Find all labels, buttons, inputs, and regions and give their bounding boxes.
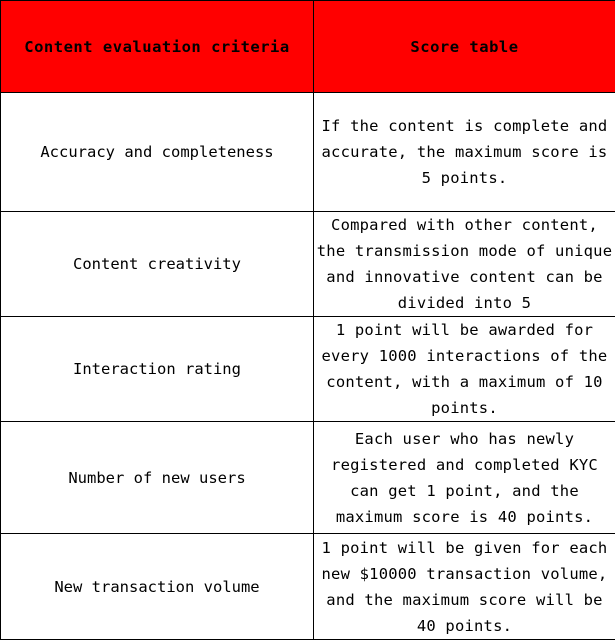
criterion-cell: Content creativity [1,212,314,317]
table-row [1,317,615,422]
score-cell: 1 point will be given for each new $10000 transaction volume, and the maximum score will be 40 points. [314,534,615,640]
header-row [1,1,615,93]
criterion-cell: Number of new users [1,422,314,534]
score-cell: If the content is complete and accurate, the maximum score is 5 points. [314,93,615,212]
table-row [1,93,615,212]
table-row [1,534,615,640]
header-score-table: Score table [314,1,615,93]
score-cell: Compared with other content, the transmission mode of unique and innovative content can be divided into 5 [314,212,615,317]
score-cell: Each user who has newly registered and completed KYC can get 1 point, and the maximum score is 40 points. [314,422,615,534]
score-cell: 1 point will be awarded for every 1000 interactions of the content, with a maximum of 10 points. [314,317,615,422]
criterion-cell: Interaction rating [1,317,314,422]
criterion-cell: Accuracy and completeness [1,93,314,212]
table-body [1,93,615,640]
table-header [1,1,615,93]
header-criteria: Content evaluation criteria [1,1,314,93]
criterion-cell: New transaction volume [1,534,314,640]
table-row [1,212,615,317]
table-row [1,422,615,534]
